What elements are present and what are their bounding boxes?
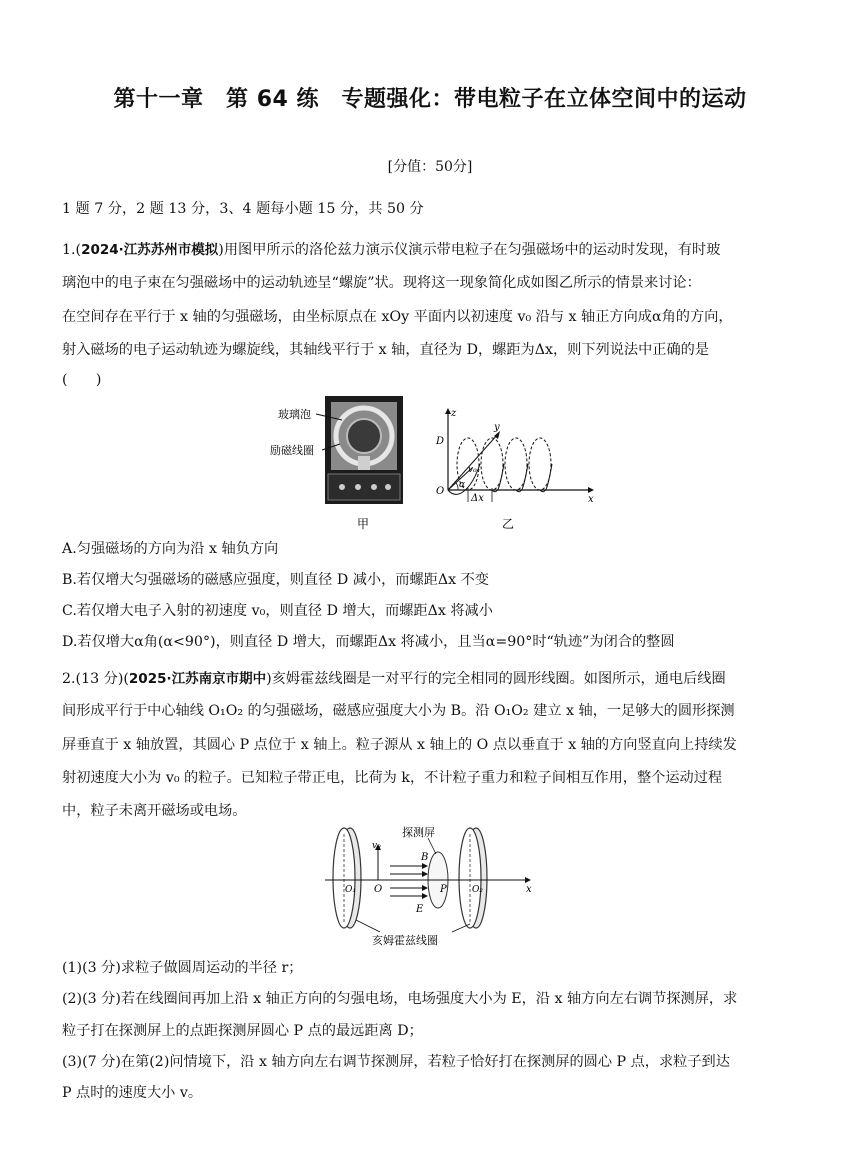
label-O1: O₁ [345,885,356,895]
label-detector-screen: 探测屏 [402,826,435,839]
q1-line-4: 射入磁场的电子运动轨迹为螺旋线，其轴线平行于 x 轴，直径为 D，螺距为Δx，则下列说法中正确的是 [62,342,710,358]
q2-line-5: 中，粒子未离开磁场或电场。 [62,803,247,819]
q1-number: 1.( [62,242,82,258]
label-v0: v₀ [468,465,477,475]
label-E: E [416,904,424,915]
q1-option-d: D.若仅增大α角(α<90°)，则直径 D 增大，而螺距Δx 将减小，且当α=90°时“轨迹”为闭合的整圆 [62,634,675,650]
label-jia: 甲 [357,517,370,531]
label-excitation-coil: 励磁线圈 [270,444,314,457]
label-y: y [494,422,500,433]
q2-line-3: 屏垂直于 x 轴放置，其圆心 P 点位于 x 轴上。粒子源从 x 轴上的 O 点以垂直于 x 轴的方向竖直向上持续发 [62,737,737,753]
q2-source: 2025·江苏南京市期中 [128,671,267,687]
q2-part-2: (2)(3 分)若在线圈间再加上沿 x 轴正方向的匀强电场，电场强度大小为 E，沿 x 轴方向左右调节探测屏，求 [62,991,738,1007]
label-v0: v₀ [372,841,381,851]
q1-line-1 [62,238,802,259]
q2-part-3-cont: P 点时的速度大小 v。 [62,1085,203,1101]
helix-loop-4 [529,438,551,490]
label-P: P [440,884,447,895]
knob-icon [339,484,345,490]
label-D: D [436,436,445,447]
label-alpha: α [459,480,466,490]
q2-number: 2.(13 分)( [62,671,129,687]
label-helmholtz-coils: 亥姆霍兹线圈 [372,934,438,947]
figure-jia [270,392,420,542]
coils-leader-line [452,924,470,932]
label-O2: O₂ [472,885,483,895]
e-field-arrow-icon [422,893,428,899]
q1-option-a: A.匀强磁场的方向为沿 x 轴负方向 [62,541,279,557]
screen-leader-line [428,838,436,854]
glass-bulb [347,419,381,453]
label-O: O [374,884,383,895]
q2-part-3: (3)(7 分)在第(2)问情境下，沿 x 轴方向左右调节探测屏，若粒子恰好打在探测屏的圆心 P 点，求粒子到达 [62,1054,730,1070]
e-field-arrow-icon [422,885,428,891]
coils-leader-line [356,920,380,932]
q1-source: 2024·江苏苏州市模拟 [81,242,219,258]
label-B: B [421,852,429,863]
q2-part-2-cont: 粒子打在探测屏上的点距探测屏圆心 P 点的最远距离 D； [62,1023,423,1039]
knob-icon [371,484,377,490]
helix-loop-3 [505,438,527,490]
figure-helmholtz [320,820,540,948]
q2-text-1: )亥姆霍兹线圈是一对平行的完全相同的圆形线圈。如图所示，通电后线圈 [266,671,726,687]
helix-loop-2 [481,438,503,490]
label-origin: O [436,486,445,497]
score-total: [分值：50分] [387,159,473,175]
x-axis-arrow-icon [588,487,594,493]
q1-text-1: )用图甲所示的洛伦兹力演示仪演示带电粒子在匀强磁场中的运动时发现，有时玻 [218,242,721,258]
b-field-arrow-icon [422,871,428,877]
label-yi: 乙 [502,517,515,531]
q1-option-c: C.若仅增大电子入射的初速度 v₀，则直径 D 增大，而螺距Δx 将减小 [62,603,493,619]
label-dx: Δx [471,493,484,504]
alpha-arc [456,483,458,490]
q1-line-2: 璃泡中的电子束在匀强磁场中的运动轨迹呈“螺旋”状。现将这一现象简化成如图乙所示的情景来讨论： [62,275,701,291]
label-glass-bulb: 玻璃泡 [278,408,311,421]
label-z: z [451,408,457,419]
q1-option-b: B.若仅增大匀强磁场的磁感应强度，则直径 D 减小，而螺距Δx 不变 [62,572,489,588]
q2-part-1: (1)(3 分)求粒子做圆周运动的半径 r； [62,960,303,976]
knob-icon [385,484,391,490]
page-title: 第十一章 第 64 练 专题强化：带电粒子在立体空间中的运动 [113,87,747,112]
label-x: x [526,884,532,895]
coil-right-inner [459,828,481,928]
knob-icon [355,484,361,490]
x-axis-arrow-icon [525,877,531,883]
b-field-arrow-icon [422,863,428,869]
bulb-stand [358,456,370,470]
q2-line-1 [62,667,802,688]
q2-line-2: 间形成平行于中心轴线 O₁O₂ 的匀强磁场，磁感应强度大小为 B。沿 O₁O₂ 建立 x 轴，一足够大的圆形探测 [62,703,735,719]
q1-line-3: 在空间存在平行于 x 轴的匀强磁场，由坐标原点在 xOy 平面内以初速度 v₀ 沿与 x 轴正方向成α角的方向， [62,309,733,325]
y-axis [448,434,498,490]
label-x: x [588,494,594,505]
q1-answer-bracket: ( ) [62,372,102,388]
score-rule: 1 题 7 分，2 题 13 分，3、4 题每小题 15 分，共 50 分 [62,201,424,217]
coil-left-inner [333,828,355,928]
figure-yi [428,402,603,542]
q2-line-4: 射初速度大小为 v₀ 的粒子。已知粒子带正电，比荷为 k，不计粒子重力和粒子间相互作用，整个运动过程 [62,770,723,786]
